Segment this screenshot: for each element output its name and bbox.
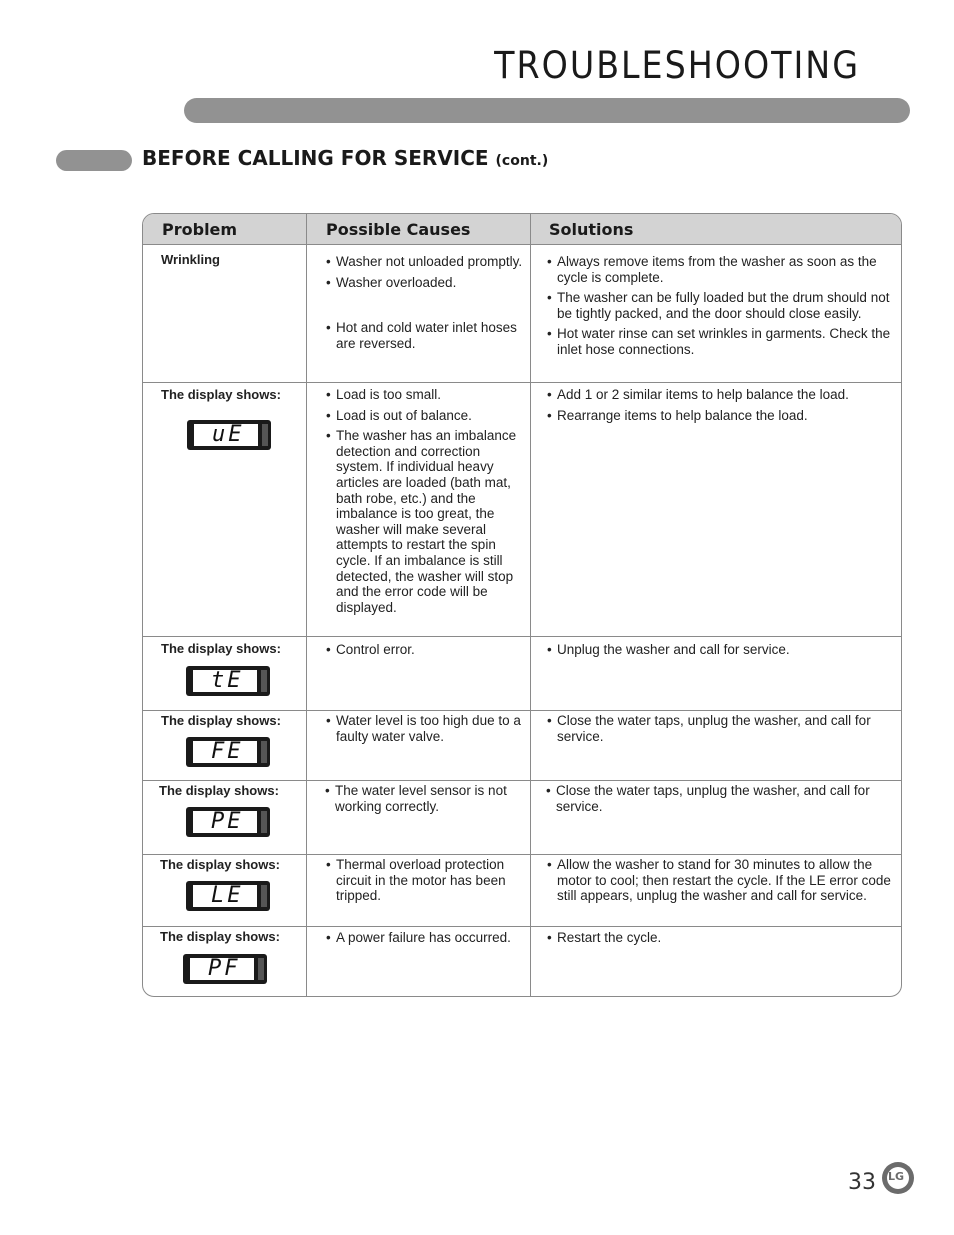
page-title: TROUBLESHOOTING xyxy=(494,44,860,87)
solution-item: • Allow the washer to stand for 30 minutes to allow the motor to cool; then restart the cycle. If the LE error code still appears, unplug the washer and call for service. xyxy=(547,857,893,904)
header-solutions: Solutions xyxy=(549,220,634,239)
cause-item: • Thermal overload protection circuit in the motor has been tripped. xyxy=(326,857,526,904)
display-code-text: FE xyxy=(211,739,244,764)
solutions-cell xyxy=(547,642,893,663)
solution-item: • Close the water taps, unplug the washer, and call for service. xyxy=(547,713,893,744)
solutions-cell xyxy=(547,857,893,909)
cause-item: • Control error. xyxy=(326,642,526,658)
column-divider xyxy=(306,214,307,996)
cause-item: • The water level sensor is not working correctly. xyxy=(325,783,525,814)
display-code-ue xyxy=(187,420,271,450)
display-code-fe xyxy=(186,737,270,767)
row-divider xyxy=(143,854,901,855)
solution-item: • Unplug the washer and call for service. xyxy=(547,642,893,658)
cause-item: • Washer not unloaded promptly. xyxy=(326,254,526,270)
problem-display: The display shows: xyxy=(161,641,281,656)
row-divider xyxy=(143,382,901,383)
section-title-text: BEFORE CALLING FOR SERVICE xyxy=(142,146,489,170)
cause-item: • Load is out of balance. xyxy=(326,408,526,424)
problem-display: The display shows: xyxy=(159,783,279,798)
cause-item: • Water level is too high due to a faulty water valve. xyxy=(326,713,526,744)
causes-cell xyxy=(326,857,526,909)
column-divider xyxy=(530,214,531,996)
section-title-cont: (cont.) xyxy=(495,153,549,169)
lg-logo-icon xyxy=(882,1162,914,1194)
cause-item: • Hot and cold water inlet hoses are reversed. xyxy=(326,320,526,351)
table-header xyxy=(143,214,901,245)
solution-item: • Restart the cycle. xyxy=(547,930,893,946)
solutions-cell xyxy=(547,254,893,363)
display-code-text: PE xyxy=(211,809,244,834)
title-bar xyxy=(184,98,910,123)
solutions-cell xyxy=(547,387,893,428)
cause-item: • Washer overloaded. xyxy=(326,275,526,291)
page-number: 33 xyxy=(848,1170,876,1195)
causes-cell xyxy=(326,387,526,620)
solution-item: • Close the water taps, unplug the washer, and call for service. xyxy=(546,783,892,814)
section-title xyxy=(142,146,548,170)
display-code-pf xyxy=(183,954,267,984)
solution-item: • Add 1 or 2 similar items to help balance the load. xyxy=(547,387,893,403)
display-code-le xyxy=(186,881,270,911)
logo-text: LG xyxy=(888,1170,905,1183)
solutions-cell xyxy=(546,783,892,819)
display-code-text: tE xyxy=(211,668,244,693)
header-causes: Possible Causes xyxy=(326,220,471,239)
display-code-te xyxy=(186,666,270,696)
causes-cell xyxy=(326,930,526,951)
problem-display: The display shows: xyxy=(161,713,281,728)
problem-display: The display shows: xyxy=(161,387,281,402)
causes-cell xyxy=(326,713,526,749)
solution-item: • Rearrange items to help balance the load. xyxy=(547,408,893,424)
display-code-text: PF xyxy=(208,956,241,981)
troubleshooting-table xyxy=(142,213,902,997)
causes-cell xyxy=(325,783,525,819)
causes-cell xyxy=(326,254,526,356)
solution-item: • Hot water rinse can set wrinkles in garments. Check the inlet hose connections. xyxy=(547,326,893,357)
section-pill xyxy=(56,150,132,171)
solutions-cell xyxy=(547,930,893,951)
solution-item: • Always remove items from the washer as soon as the cycle is complete. xyxy=(547,254,893,285)
row-divider xyxy=(143,710,901,711)
row-divider xyxy=(143,780,901,781)
display-code-text: uE xyxy=(212,422,245,447)
header-problem: Problem xyxy=(162,220,238,239)
problem-display: The display shows: xyxy=(160,929,280,944)
solutions-cell xyxy=(547,713,893,749)
display-code-text: LE xyxy=(211,883,244,908)
display-code-pe xyxy=(186,807,270,837)
cause-item: • A power failure has occurred. xyxy=(326,930,526,946)
row-divider xyxy=(143,926,901,927)
cause-item: • Load is too small. xyxy=(326,387,526,403)
cause-item: • The washer has an imbalance detection and correction system. If individual heavy articles are loaded (bath mat, bath robe, etc.) and the imbalance is too great, the washer will make several attempts to restart the spin cycle. If an imbalance is still detected, the washer will stop and the error code will be displayed. xyxy=(326,428,526,615)
row-divider xyxy=(143,636,901,637)
solution-item: • The washer can be fully loaded but the drum should not be tightly packed, and the door should close easily. xyxy=(547,290,893,321)
problem-display: The display shows: xyxy=(160,857,280,872)
problem-wrinkling: Wrinkling xyxy=(161,252,220,267)
causes-cell xyxy=(326,642,526,663)
